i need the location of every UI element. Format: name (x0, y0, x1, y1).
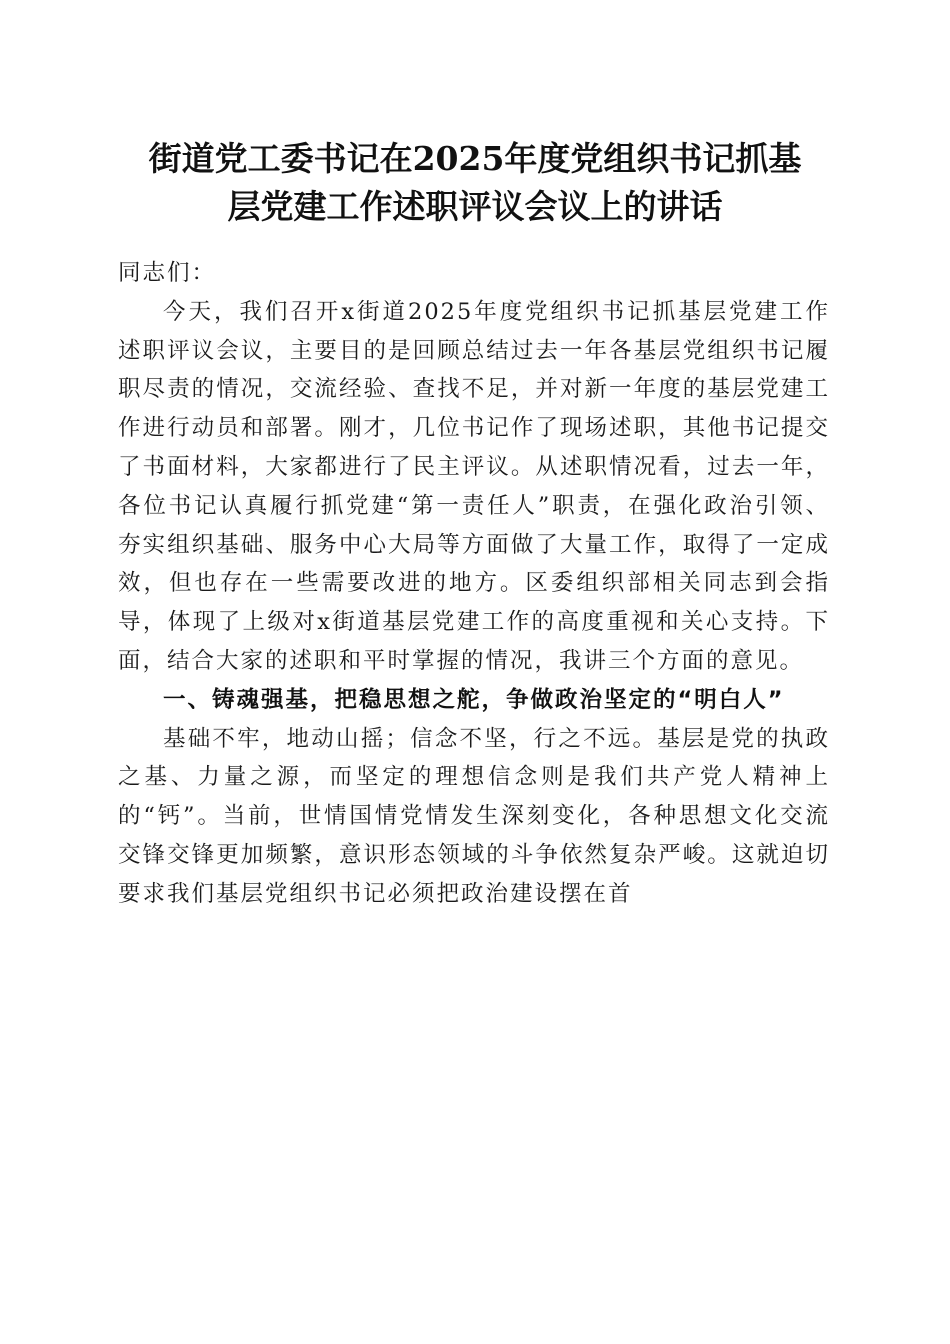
title-line-2: 层党建工作述职评议会议上的讲话 (227, 187, 723, 226)
section-1-heading: 一、铸魂强基，把稳思想之舵，争做政治坚定的“明白人” (163, 686, 785, 713)
salutation: 同志们： (118, 260, 217, 286)
section-1-paragraph: 基础不牢，地动山摇；信念不坚，行之不远。基层是党的执政之基、力量之源，而坚定的理想信念则是我们共产党人精神上的“钙”。当前，世情国情党情发生深刻变化，各种思想文化交流交锋交锋更加频繁，意识形态领域的斗争依然复杂严峻。这就迫切要求我们基层党组织书记必须把政治建设摆在首 (118, 725, 830, 907)
document-body (118, 254, 830, 914)
document-title (100, 135, 850, 231)
intro-paragraph: 今天，我们召开x街道2025年度党组织书记抓基层党建工作述职评议会议，主要目的是回顾总结过去一年各基层党组织书记履职尽责的情况，交流经验、查找不足，并对新一年度的基层党建工作进行动员和部署。刚才，几位书记作了现场述职，其他书记提交了书面材料，大家都进行了民主评议。从述职情况看，过去一年，各位书记认真履行抓党建“第一责任人”职责，在强化政治引领、夯实组织基础、服务中心大局等方面做了大量工作，取得了一定成效，但也存在一些需要改进的地方。区委组织部相关同志到会指导，体现了上级对x街道基层党建工作的高度重视和关心支持。下面，结合大家的述职和平时掌握的情况，我讲三个方面的意见。 (118, 298, 830, 674)
title-line-1: 街道党工委书记在2025年度党组织书记抓基 (148, 139, 802, 178)
